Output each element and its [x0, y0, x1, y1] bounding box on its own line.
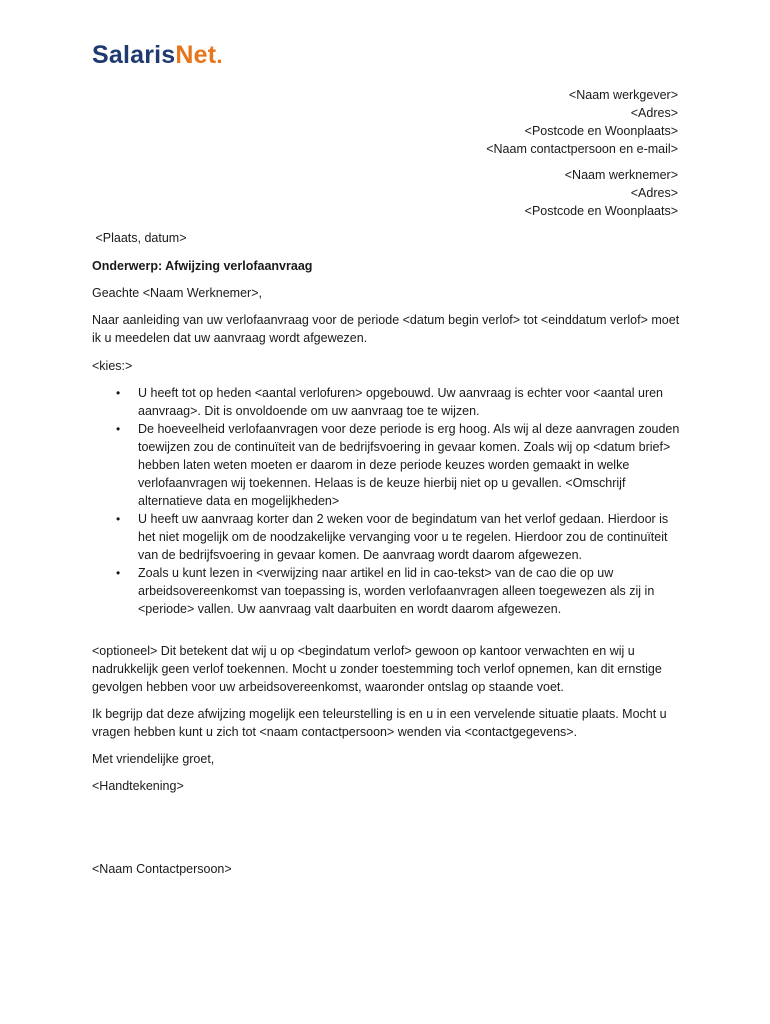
- intro-paragraph: Naar aanleiding van uw verlofaanvraag voor de periode <datum begin verlof> tot <einddatum verlof> moet ik u meedelen dat uw aanvraag wordt afgewezen.: [92, 313, 680, 345]
- list-item: [92, 420, 684, 510]
- subject-line: Onderwerp: Afwijzing verlofaanvraag: [92, 259, 313, 273]
- closing-paragraph: Ik begrijp dat deze afwijzing mogelijk een teleurstelling is en u in een vervelende situatie plaats. Mocht u vragen hebben kunt u zich tot <naam contactpersoon> wenden via <contactgegevens>.: [92, 707, 667, 739]
- salarisnet-logo: [92, 40, 223, 71]
- reason-text: De hoeveelheid verlofaanvragen voor deze periode is erg hoog. Als wij al deze aanvragen zouden toewijzen zou de continuïteit van de bedrijfsvoering in gevaar komen. Zoals wij op <datum brief> hebben laten weten moeten er daarom in deze periode keuzes worden gemaakt in welke verlofaanvragen wij toekennen. Helaas is de keuze hierbij niet op u gevallen. <Omschrijf alternatieve data en mogelijkheden>: [138, 422, 680, 508]
- reason-list: [92, 384, 684, 618]
- place-date: <Plaats, datum>: [92, 231, 187, 245]
- logo-text-accent: Net: [175, 41, 217, 69]
- signature-placeholder: <Handtekening>: [92, 779, 184, 793]
- employer-name: <Naam werkgever>: [568, 88, 678, 102]
- employee-address-block: [525, 166, 678, 220]
- employee-name: <Naam werknemer>: [564, 168, 678, 182]
- optional-paragraph: <optioneel> Dit betekent dat wij u op <begindatum verlof> gewoon op kantoor verwachten en wij u nadrukkelijk geen verlof toekennen. Mocht u zonder toestemming toch verlof opnemen, kan dit ernstige gevolgen hebben voor uw arbeidsovereenkomst, waaronder ontslag op staande voet.: [92, 644, 662, 694]
- employer-postcode-city: <Postcode en Woonplaats>: [524, 124, 678, 138]
- reason-text: U heeft uw aanvraag korter dan 2 weken voor de begindatum van het verlof gedaan. Hierdoor is het niet mogelijk om de noodzakelijke vervanging voor u te regelen. Hierdoor zou de continuïteit van de bedrijfsvoering in gevaar komen. De aanvraag wordt daarom afgewezen.: [138, 512, 669, 562]
- bullet-glyph: •: [116, 386, 121, 400]
- employee-postcode-city: <Postcode en Woonplaats>: [524, 204, 678, 218]
- employee-address: <Adres>: [630, 186, 678, 200]
- list-item: [92, 384, 684, 420]
- employer-address: <Adres>: [630, 106, 678, 120]
- employer-address-block: [486, 86, 678, 158]
- employer-contact: <Naam contactpersoon en e-mail>: [486, 142, 678, 156]
- logo-dot: .: [216, 43, 223, 68]
- greeting: Met vriendelijke groet,: [92, 752, 215, 766]
- contact-name: <Naam Contactpersoon>: [92, 862, 232, 876]
- list-item: [92, 510, 684, 564]
- salutation: Geachte <Naam Werknemer>,: [92, 286, 262, 300]
- reason-text: Zoals u kunt lezen in <verwijzing naar artikel en lid in cao-tekst> van de cao die op uw arbeidsovereenkomst van toepassing is, worden verlofaanvragen alleen toegewezen als zij in <periode> vallen. Uw aanvraag valt daarbuiten en wordt daarom afgewezen.: [138, 566, 655, 616]
- choose-marker: <kies:>: [92, 359, 133, 373]
- bullet-glyph: •: [116, 566, 121, 580]
- list-item: [92, 564, 684, 618]
- logo-text-primary: Salaris: [92, 41, 176, 69]
- bullet-glyph: •: [116, 512, 121, 526]
- bullet-glyph: •: [116, 422, 121, 436]
- reason-text: U heeft tot op heden <aantal verlofuren> opgebouwd. Uw aanvraag is echter voor <aantal uren aanvraag>. Dit is onvoldoende om uw aanvraag toe te wijzen.: [138, 386, 664, 418]
